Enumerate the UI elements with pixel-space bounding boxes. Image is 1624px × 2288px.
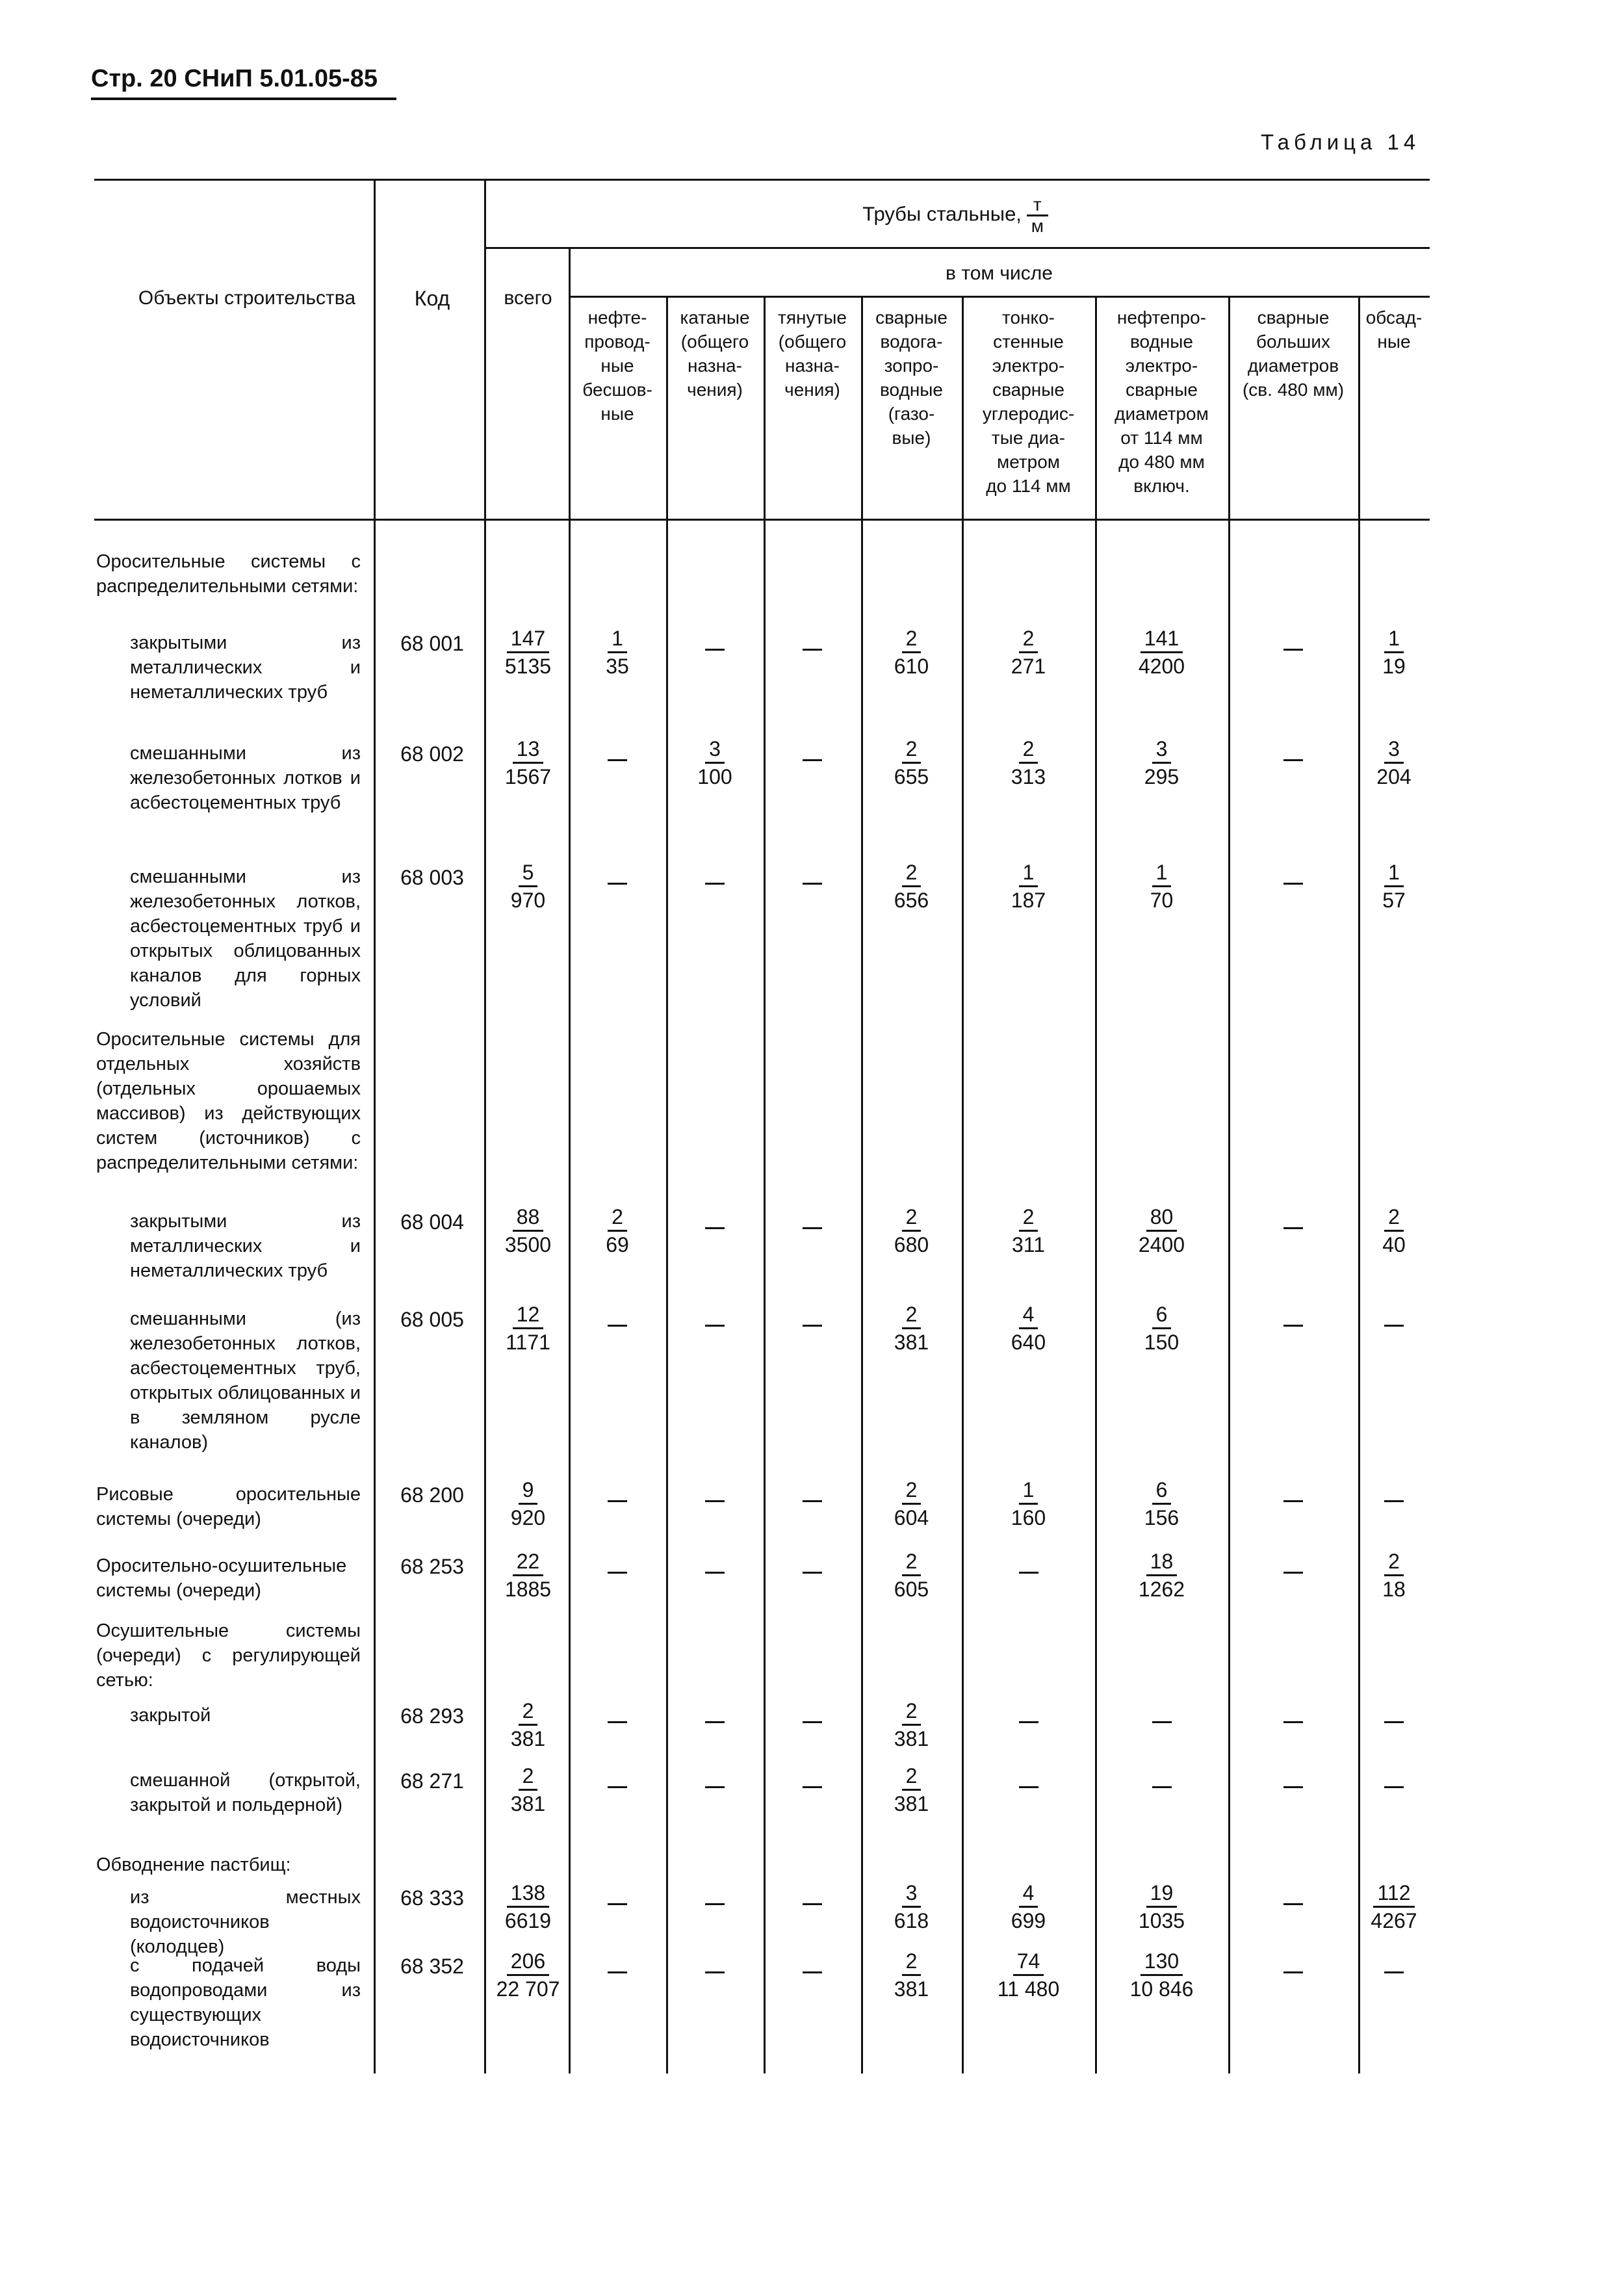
row-object-label: закрытой [130,1705,211,1726]
value-denominator: 618 [894,1909,929,1932]
value-denominator: 656 [894,889,929,912]
value-fraction [861,625,962,679]
empty-dash [608,1721,627,1723]
value-denominator: 11 480 [997,1977,1060,2001]
empty-dash [803,1500,822,1502]
value-fraction [487,1477,569,1531]
empty-dash [1283,759,1303,761]
value-fraction [666,736,764,790]
value-denominator: 610 [894,655,929,678]
row-code: 68 002 [400,742,464,766]
value-denominator: 10 846 [1129,1977,1194,2001]
section-heading: Оросительные системы с распределительными сетями: [96,551,361,597]
value-numerator: 138 [507,1880,549,1908]
value-denominator: 381 [510,1792,546,1815]
value-fraction [962,1948,1095,2002]
value-denominator: 6619 [504,1909,552,1932]
value-denominator: 156 [1144,1506,1179,1529]
empty-dash [705,1227,725,1229]
value-fraction [487,1948,569,2002]
empty-dash [1283,649,1303,651]
value-denominator: 381 [894,1331,929,1354]
value-denominator: 381 [894,1977,929,2001]
empty-dash [608,1500,627,1502]
value-numerator: 2 [902,1301,922,1329]
value-fraction [962,625,1095,679]
value-denominator: 3500 [504,1233,552,1256]
empty-dash [1283,1721,1303,1723]
empty-dash [705,883,725,885]
value-fraction [1095,1880,1228,1934]
empty-dash [1283,1971,1303,1973]
value-numerator: 206 [507,1948,549,1976]
empty-dash [705,1786,725,1788]
value-fraction [861,1548,962,1602]
value-fraction [487,1548,569,1602]
value-fraction [487,1204,569,1258]
value-fraction [861,1948,962,2002]
value-denominator: 1035 [1138,1909,1185,1932]
column-rule [1358,296,1360,2074]
value-denominator: 18 [1382,1578,1406,1601]
empty-dash [803,1721,822,1723]
steel-pipes-title: Трубы стальные, [862,202,1022,226]
column-rule [666,296,668,2074]
value-denominator: 4200 [1138,655,1185,678]
empty-dash [803,1325,822,1327]
table-caption: Таблица 14 [1261,130,1421,154]
empty-dash [705,1903,725,1905]
empty-dash [705,1721,725,1723]
value-fraction [487,625,569,679]
value-numerator: 141 [1141,625,1183,653]
steel-pipes-unit [1027,195,1048,236]
value-numerator: 3 [705,736,725,764]
row-object-label: закрытыми из металлических и неметаллических труб [130,1211,361,1281]
value-fraction [1095,1948,1228,2002]
value-denominator: 381 [894,1727,929,1750]
value-fraction [1095,1548,1228,1602]
value-numerator: 18 [1146,1548,1178,1576]
unit-numerator: т [1027,195,1048,216]
value-denominator: 604 [894,1506,929,1529]
empty-dash [803,883,822,885]
row-code: 68 253 [400,1555,464,1578]
value-fraction [1095,625,1228,679]
column-rule [764,296,766,2074]
empty-dash [608,759,627,761]
row-code: 68 333 [400,1886,464,1910]
value-fraction [1358,1880,1430,1934]
value-numerator: 2 [902,625,922,653]
row-code: 68 293 [400,1704,464,1728]
empty-dash [1019,1721,1038,1723]
value-denominator: 160 [1011,1506,1046,1529]
value-fraction [487,736,569,790]
value-numerator: 2 [1019,736,1038,764]
value-fraction [861,1880,962,1934]
value-denominator: 69 [606,1233,629,1256]
value-numerator: 13 [513,736,544,764]
empty-dash [1283,1227,1303,1229]
empty-dash [705,1325,725,1327]
including-rule [569,296,1430,298]
empty-dash [1283,1903,1303,1905]
row-object-label: смешанными (из железобетонных лотков, асбестоцементных труб, открытых облицованных и в земляном русле каналов) [130,1308,361,1453]
value-denominator: 204 [1376,765,1411,788]
row-object-label: Рисовые оросительные системы (очереди) [96,1484,361,1529]
value-fraction [861,1698,962,1752]
value-numerator: 9 [519,1477,538,1505]
value-fraction [861,736,962,790]
page-header: Стр. 20 СНиП 5.01.05-85 [91,65,378,92]
value-numerator: 5 [519,859,538,887]
empty-dash [1019,1786,1038,1788]
value-numerator: 2 [902,1948,922,1976]
row-code: 68 271 [400,1769,464,1793]
empty-dash [1019,1572,1038,1574]
section-heading: Обводнение пастбищ: [96,1854,291,1875]
empty-dash [705,1572,725,1574]
value-numerator: 22 [513,1548,544,1576]
value-denominator: 187 [1011,889,1046,912]
empty-dash [803,1572,822,1574]
value-numerator: 2 [902,859,922,887]
value-denominator: 680 [894,1233,929,1256]
value-denominator: 381 [510,1727,546,1750]
value-fraction [962,1880,1095,1934]
value-numerator: 1 [1384,625,1404,653]
row-object-label: с подачей воды водопроводами из существующих водоисточников [130,1955,361,2050]
empty-dash [608,1971,627,1973]
value-fraction [861,1763,962,1817]
row-object-label: смешанной (открытой, закрытой и польдерной) [130,1770,361,1815]
value-denominator: 381 [894,1792,929,1815]
value-numerator: 2 [902,1204,922,1232]
value-fraction [569,1204,666,1258]
value-denominator: 640 [1011,1331,1046,1354]
value-denominator: 699 [1011,1909,1046,1932]
empty-dash [1384,1500,1404,1502]
value-fraction [861,1301,962,1355]
value-numerator: 4 [1019,1301,1038,1329]
value-numerator: 2 [1019,625,1038,653]
value-numerator: 3 [902,1880,922,1908]
value-denominator: 920 [510,1506,546,1529]
empty-dash [705,1971,725,1973]
empty-dash [1283,1786,1303,1788]
value-denominator: 271 [1011,655,1046,678]
empty-dash [1283,1572,1303,1574]
empty-dash [608,1325,627,1327]
column-rule [962,296,964,2074]
col-subheader: нефтепро- водные электро- сварные диаметром от 114 мм до 480 мм включ. [1115,307,1209,496]
value-denominator: 2400 [1138,1233,1185,1256]
col-total-header: всего [504,287,552,309]
empty-dash [608,1572,627,1574]
col-subheader: тянутые (общего назна- чения) [778,307,847,400]
value-numerator: 1 [1384,859,1404,887]
value-denominator: 22 707 [496,1977,560,2001]
value-numerator: 2 [608,1204,627,1232]
row-object-label: из местных водоисточников (колодцев) [130,1887,361,1957]
empty-dash [608,883,627,885]
value-numerator: 2 [902,1698,922,1726]
value-numerator: 2 [902,1548,922,1576]
empty-dash [1384,1721,1404,1723]
col-subheader: обсад- ные [1365,307,1423,352]
row-object-label: закрытыми из металлических и неметаллических труб [130,632,361,703]
row-code: 68 005 [400,1308,464,1331]
empty-dash [1283,1500,1303,1502]
value-fraction [962,1477,1095,1531]
table-top-rule [94,179,1430,181]
value-numerator: 2 [519,1763,538,1791]
empty-dash [1152,1721,1172,1723]
value-numerator: 80 [1146,1204,1178,1232]
value-numerator: 112 [1373,1880,1414,1908]
value-numerator: 147 [507,625,549,653]
value-numerator: 2 [519,1698,538,1726]
value-numerator: 3 [1152,736,1172,764]
row-code: 68 200 [400,1483,464,1507]
empty-dash [1384,1971,1404,1973]
value-numerator: 6 [1152,1477,1172,1505]
value-fraction [962,1301,1095,1355]
value-numerator: 130 [1141,1948,1183,1976]
row-object-label: смешанными из железобетонных лотков и асбестоцементных труб [130,743,361,813]
value-fraction [1095,1301,1228,1355]
col-subheader: нефте- провод- ные бесшов- ные [582,307,652,424]
value-fraction [861,1204,962,1258]
column-rule [569,247,571,2074]
value-numerator: 2 [902,1477,922,1505]
empty-dash [803,649,822,651]
empty-dash [1283,883,1303,885]
value-fraction [1358,1204,1430,1258]
value-denominator: 1171 [506,1331,550,1354]
value-denominator: 35 [606,655,629,678]
value-fraction [1358,1548,1430,1602]
empty-dash [1283,1325,1303,1327]
value-denominator: 313 [1011,765,1046,788]
row-code: 68 001 [400,632,464,655]
value-fraction [487,1698,569,1752]
value-denominator: 5135 [504,655,552,678]
value-numerator: 6 [1152,1301,1172,1329]
value-fraction [1095,736,1228,790]
value-fraction [569,625,666,679]
value-denominator: 57 [1382,889,1406,912]
value-numerator: 12 [513,1301,544,1329]
empty-dash [608,1903,627,1905]
row-code: 68 003 [400,866,464,889]
row-object-label: смешанными из железобетонных лотков, асбестоцементных труб и открытых облицованных каналов для горных условий [130,866,361,1011]
row-object-label: Оросительно-осушительные системы (очереди) [96,1555,347,1601]
value-denominator: 150 [1144,1331,1179,1354]
col-code-header: Код [414,287,450,310]
value-numerator: 3 [1384,736,1404,764]
steel-pipes-header [487,195,1423,236]
value-numerator: 1 [1019,1477,1038,1505]
value-fraction [962,736,1095,790]
header-rule [91,98,396,100]
value-numerator: 1 [608,625,627,653]
value-denominator: 1262 [1138,1578,1185,1601]
value-fraction [487,1301,569,1355]
value-numerator: 2 [902,736,922,764]
value-denominator: 605 [894,1578,929,1601]
value-denominator: 1885 [504,1578,552,1601]
value-numerator: 2 [1019,1204,1038,1232]
value-fraction [487,1763,569,1817]
value-denominator: 4267 [1371,1909,1417,1932]
value-fraction [861,859,962,913]
col-objects-header: Объекты строительства [138,287,356,309]
col-subheader: тонко- стенные электро- сварные углеродис- тые диа- метром до 114 мм [982,307,1075,496]
including-header: в том числе [946,263,1053,284]
value-fraction [1358,625,1430,679]
col-subheader: сварные водога- зопро- водные (газо- вые) [875,307,947,448]
value-denominator: 100 [697,765,732,788]
empty-dash [803,1227,822,1229]
row-code: 68 352 [400,1955,464,1978]
empty-dash [803,1971,822,1973]
section-heading: Осушительные системы (очереди) с регулирующей сетью: [96,1620,361,1691]
value-numerator: 1 [1152,859,1172,887]
value-fraction [1095,1204,1228,1258]
empty-dash [608,1786,627,1788]
value-denominator: 1567 [504,765,552,788]
empty-dash [1152,1786,1172,1788]
empty-dash [1384,1786,1404,1788]
col-subheader: сварные больших диаметров (св. 480 мм) [1242,307,1345,400]
col-subheader: катаные (общего назна- чения) [680,307,750,400]
value-fraction [1095,859,1228,913]
value-numerator: 74 [1013,1948,1044,1976]
value-denominator: 40 [1382,1233,1406,1256]
value-fraction [962,859,1095,913]
value-numerator: 19 [1146,1880,1178,1908]
row-code: 68 004 [400,1210,464,1234]
empty-dash [705,1500,725,1502]
subheader-rule [484,247,1430,249]
empty-dash [803,1786,822,1788]
value-numerator: 88 [513,1204,544,1232]
value-denominator: 19 [1382,655,1406,678]
unit-denominator: м [1031,216,1044,236]
value-numerator: 2 [1384,1204,1404,1232]
column-rule [1228,296,1230,2074]
empty-dash [803,1903,822,1905]
column-rule [1095,296,1097,2074]
value-denominator: 70 [1150,889,1174,912]
value-numerator: 4 [1019,1880,1038,1908]
value-denominator: 655 [894,765,929,788]
value-fraction [861,1477,962,1531]
empty-dash [1384,1325,1404,1327]
value-fraction [487,1880,569,1934]
value-fraction [1095,1477,1228,1531]
value-fraction [1358,736,1430,790]
value-numerator: 2 [902,1763,922,1791]
value-denominator: 295 [1144,765,1179,788]
value-denominator: 970 [510,889,546,912]
empty-dash [705,649,725,651]
empty-dash [803,759,822,761]
value-denominator: 311 [1011,1233,1045,1256]
value-numerator: 1 [1019,859,1038,887]
section-heading: Оросительные системы для отдельных хозяйств (отдельных орошаемых массивов) из действующих систем (источников) с распределительными сетями: [96,1029,361,1173]
value-fraction [962,1204,1095,1258]
value-fraction [1358,859,1430,913]
value-numerator: 2 [1384,1548,1404,1576]
value-fraction [487,859,569,913]
